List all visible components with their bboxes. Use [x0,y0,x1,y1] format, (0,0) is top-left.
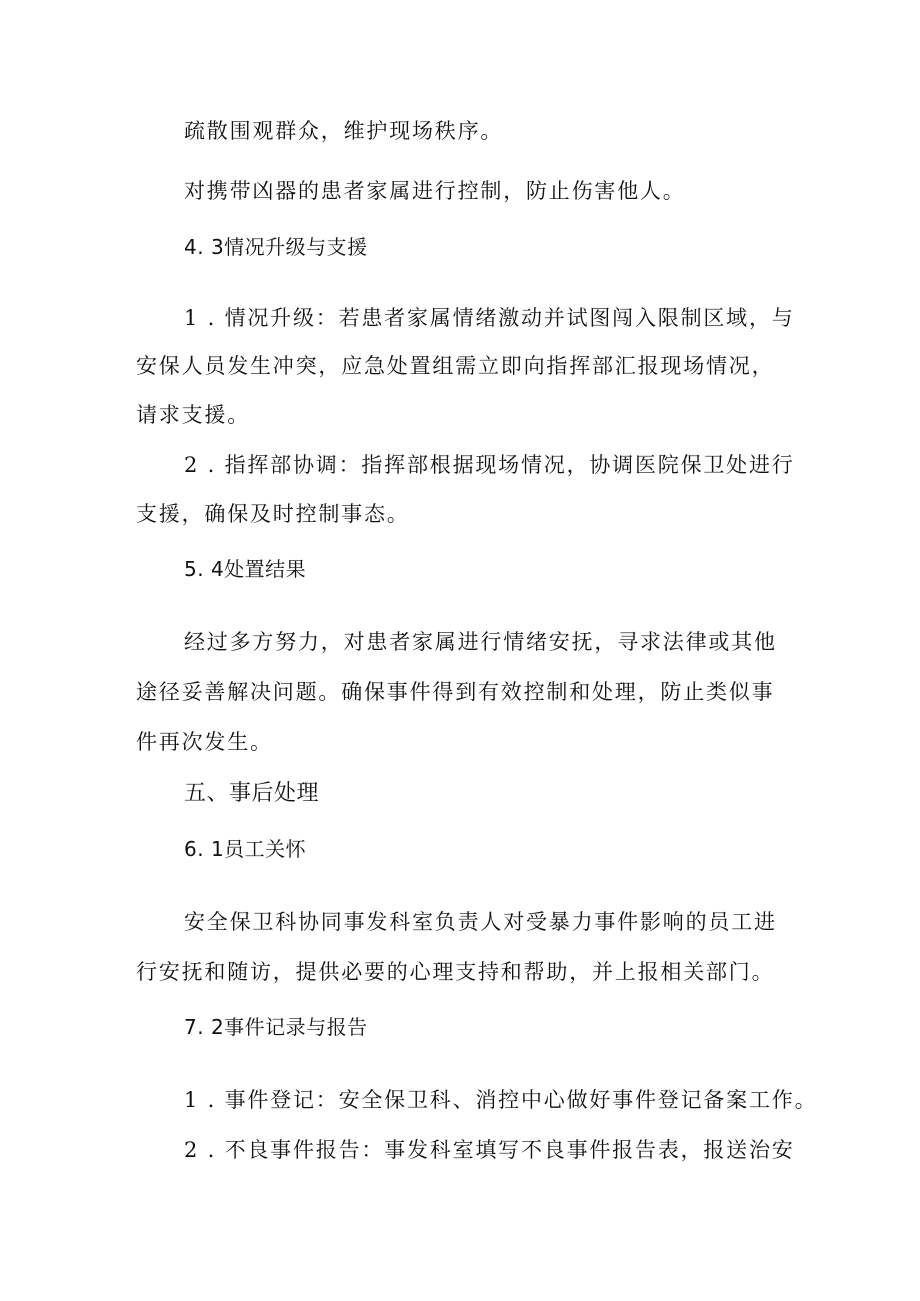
section-heading: 5. 4处置结果 [184,557,307,581]
paragraph-line: 支援，确保及时控制事态。 [136,502,410,526]
paragraph-line: 2 . 不良事件报告：事发科室填写不良事件报告表，报送治安 [184,1138,795,1162]
paragraph-line: 行安抚和随访，提供必要的心理支持和帮助，并上报相关部门。 [136,960,775,984]
paragraph-line: 途径妥善解决问题。确保事件得到有效控制和处理，防止类似事 [136,680,775,704]
section-heading: 7. 2事件记录与报告 [184,1015,368,1039]
paragraph-line: 1 . 事件登记：安全保卫科、消控中心做好事件登记备案工作。 [184,1088,818,1112]
paragraph-line: 安全保卫科协同事发科室负责人对受暴力事件影响的员工进 [184,910,777,934]
paragraph-line: 经过多方努力，对患者家属进行情绪安抚，寻求法律或其他 [184,630,777,654]
section-heading: 4. 3情况升级与支援 [184,235,368,259]
paragraph-line: 2 . 指挥部协调：指挥部根据现场情况，协调医院保卫处进行 [184,453,795,477]
paragraph-line: 请求支援。 [136,403,250,427]
paragraph-line: 对携带凶器的患者家属进行控制，防止伤害他人。 [184,179,686,203]
section-heading: 6. 1员工关怀 [184,837,307,861]
paragraph-line: 1 . 情况升级：若患者家属情绪激动并试图闯入限制区域，与 [184,306,795,330]
paragraph-line: 件再次发生。 [136,730,273,754]
paragraph-line: 安保人员发生冲突，应急处置组需立即向指挥部汇报现场情况， [136,354,775,378]
chapter-heading: 五、事后处理 [184,781,320,806]
paragraph-line: 疏散围观群众，维护现场秩序。 [184,119,504,143]
